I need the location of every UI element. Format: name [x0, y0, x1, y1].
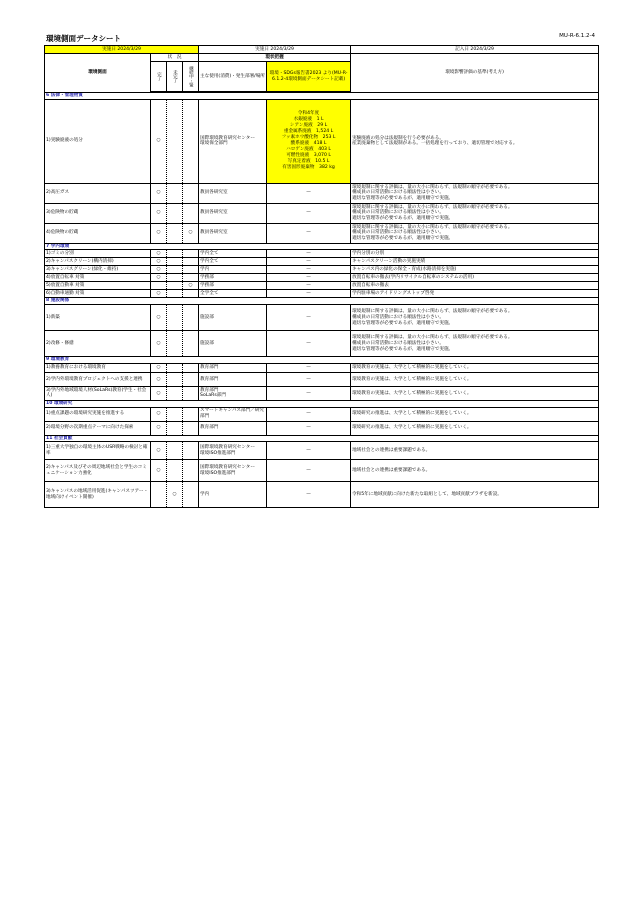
waste-item: 有害固形廃棄物 382 kg	[282, 165, 335, 171]
data-cell: —	[267, 274, 351, 282]
status-pending-cell	[167, 266, 183, 274]
table-row	[45, 421, 599, 435]
waste-item: 酸系廃液 418 L	[290, 141, 327, 147]
status-done-cell	[151, 282, 167, 290]
place-cell: 教育部門 SoLaRs部門	[199, 386, 267, 400]
basis-header: 環境影響評価の基準(考え方)	[351, 54, 599, 93]
aspect-cell: 2)学内外環境教育プロジェクトへの支援と連携	[45, 372, 151, 386]
place-cell: 教員各研究室	[199, 203, 267, 223]
status-ongoing-cell	[183, 290, 199, 298]
status-done-cell: ○	[151, 266, 167, 274]
status-done-cell: ○	[151, 99, 167, 183]
status-pending-cell	[167, 305, 183, 331]
table-row	[45, 331, 599, 357]
place-cell: 学内	[199, 482, 267, 508]
aspect-cell: 3)キャンパスの地域活用促進(キャンパスツアー・地域向けイベント開催)	[45, 482, 151, 508]
waste-item: シアン廃液 29 L	[289, 123, 328, 129]
place-cell: 教育部門	[199, 421, 267, 435]
status-ongoing-cell	[183, 442, 199, 460]
entry-date: 記入日 2024/3/29	[351, 46, 599, 54]
basis-cell: 環境研究の推進は、大学として積極的に実施をしていく。	[351, 407, 599, 421]
data-cell: —	[267, 258, 351, 266]
aspect-cell: 1)ゴミの分別	[45, 250, 151, 258]
data-cell: —	[267, 331, 351, 357]
status-done-cell: ○	[151, 203, 167, 223]
waste-year: 令和4年度	[297, 111, 320, 117]
place-cell: 国際環境教育研究センター 環境ISO推進部門	[199, 442, 267, 460]
status-col-pending: 未完了	[167, 62, 183, 92]
status-pending-cell	[167, 223, 183, 243]
status-ongoing-cell	[183, 203, 199, 223]
status-pending-cell	[167, 460, 183, 482]
status-done-cell: ○	[151, 290, 167, 298]
status-done-cell: ○	[151, 305, 167, 331]
section-title: 7 学内環境	[45, 243, 599, 250]
aspect-cell: 3)学内外地域環境人材(SoLaRs)教育(学生・社会人)	[45, 386, 151, 400]
basis-cell: 環境規制に関する評価は、量の大小に関わらず、法規制の順守が必要である。 構成員の日常活動における順法性は小さい。 適切な管理等が必要であるが、適用順守で実施。	[351, 203, 599, 223]
status-ongoing-cell	[183, 250, 199, 258]
data-cell: —	[267, 282, 351, 290]
table-row	[45, 282, 599, 290]
status-ongoing-cell: ○	[183, 223, 199, 243]
status-done-cell: ○	[151, 442, 167, 460]
status-done-cell: ○	[151, 407, 167, 421]
status-pending-cell	[167, 183, 183, 203]
basis-cell: 学内駐車場のアイドリングストップ啓発	[351, 290, 599, 298]
status-done-cell: ○	[151, 274, 167, 282]
basis-cell: 環境研究の推進は、大学として積極的に実施をしていく。	[351, 421, 599, 435]
section-row	[45, 243, 599, 250]
table-row	[45, 482, 599, 508]
section-row	[45, 298, 599, 305]
status-done-cell: ○	[151, 183, 167, 203]
status-pending-cell	[167, 282, 183, 290]
status-done-cell: ○	[151, 331, 167, 357]
status-pending-cell	[167, 372, 183, 386]
aspect-cell: 6)自動車通勤 対策	[45, 290, 151, 298]
place-cell: 施設部	[199, 331, 267, 357]
status-ongoing-cell	[183, 363, 199, 372]
aspect-header: 環境側面	[45, 54, 151, 93]
data-cell: —	[267, 407, 351, 421]
section-title: 10 環境研究	[45, 400, 599, 407]
basis-cell: 環境教育の実施は、大学として積極的に実施をしていく。	[351, 386, 599, 400]
status-pending-cell: ○	[167, 482, 183, 508]
aspect-cell: 2)改修・修繕	[45, 331, 151, 357]
data-cell: —	[267, 363, 351, 372]
basis-cell: 実験廃液の処分は法規制を行う必要がある。 産業廃棄物として法規制がある。一括処理を行っており、適切管理で対応する。	[351, 99, 599, 183]
status-pending-cell	[167, 363, 183, 372]
basis-cell: キャンパスクリーン活動の実施実績	[351, 258, 599, 266]
aspect-cell: 2)環境分野の次期重点テーマに向けた探索	[45, 421, 151, 435]
status-ongoing-cell: ○	[183, 282, 199, 290]
aspect-cell: 2)キャンパス及びその周辺地域社会と学生のコミュニケーション力強化	[45, 460, 151, 482]
data-cell: —	[267, 460, 351, 482]
status-pending-cell	[167, 274, 183, 282]
place-cell: 国際環境教育研究センター 環境保全部門	[199, 99, 267, 183]
status-ongoing-cell	[183, 331, 199, 357]
basis-cell: 環境規制に関する評価は、量の大小に関わらず、法規制の順守が必要である。 構成員の日常活動における順法性は小さい。 適切な管理等が必要であるが、適用順守で実施。	[351, 305, 599, 331]
section-title: 9 環境教育	[45, 357, 599, 364]
table-row	[45, 223, 599, 243]
basis-cell: 環境規制に関する評価は、量の大小に関わらず、法規制の順守が必要である。 構成員の日常活動における順法性は小さい。 適切な管理等が必要であるが、適用順守で実施。	[351, 183, 599, 203]
basis-cell: 地域社会との連携は重要課題である。	[351, 442, 599, 460]
table-row	[45, 99, 599, 183]
status-pending-cell	[167, 421, 183, 435]
section-row	[45, 357, 599, 364]
place-cell: 学務部	[199, 282, 267, 290]
aspect-cell: 3)危険物の貯蔵	[45, 203, 151, 223]
table-row	[45, 460, 599, 482]
waste-item: ハロゲン廃液 403 L	[286, 147, 331, 153]
data-cell: —	[267, 183, 351, 203]
aspect-cell: 1)実験廃液の処分	[45, 99, 151, 183]
place-cell: 学務部	[199, 274, 267, 282]
place-cell: 全学全て	[199, 290, 267, 298]
status-done-cell	[151, 482, 167, 508]
waste-item: 可燃性廃液 3,070 L	[286, 153, 331, 159]
aspect-cell: 5)放置自動車 対策	[45, 282, 151, 290]
status-done-cell: ○	[151, 250, 167, 258]
data-cell: —	[267, 290, 351, 298]
table-row	[45, 250, 599, 258]
basis-cell: 学内分別の分別	[351, 250, 599, 258]
aspect-table	[44, 45, 599, 508]
status-ongoing-cell	[183, 421, 199, 435]
data-cell: —	[267, 386, 351, 400]
place-cell: 学内	[199, 266, 267, 274]
section-row	[45, 435, 599, 442]
table-row	[45, 274, 599, 282]
status-ongoing-cell	[183, 407, 199, 421]
aspect-cell: 2)キャンパスクリーン(構内清掃)	[45, 258, 151, 266]
status-done-cell: ○	[151, 223, 167, 243]
data-cell: —	[267, 421, 351, 435]
status-ongoing-cell	[183, 386, 199, 400]
place-cell: 教員各研究室	[199, 183, 267, 203]
basis-cell: 環境教育の実施は、大学として積極的に実施をしていく。	[351, 363, 599, 372]
data-cell: —	[267, 203, 351, 223]
data-cell: —	[267, 372, 351, 386]
table-row	[45, 386, 599, 400]
waste-item: 水銀廃液 1 L	[293, 117, 324, 123]
document-number: MU-R-6.1.2-4	[559, 33, 595, 39]
table-row	[45, 183, 599, 203]
table-row	[45, 442, 599, 460]
status-pending-cell	[167, 290, 183, 298]
status-pending-cell	[167, 331, 183, 357]
aspect-cell: 3)キャンパスグリーン(緑化・維持)	[45, 266, 151, 274]
table-row	[45, 407, 599, 421]
aspect-cell: 4)放置自転車 対策	[45, 274, 151, 282]
table-row	[45, 266, 599, 274]
section-title: 8 施設関係	[45, 298, 599, 305]
status-group-header: 状 況	[151, 54, 199, 62]
data-cell: —	[267, 305, 351, 331]
aspect-cell: 1)新築	[45, 305, 151, 331]
place-cell: 施設部	[199, 305, 267, 331]
aspect-cell: 1)教養教育における環境教育	[45, 363, 151, 372]
aspect-cell: 1)重点課題の環境研究実施を推進する	[45, 407, 151, 421]
waste-data-cell	[267, 99, 351, 183]
data-cell: —	[267, 482, 351, 508]
section-title: 6 法律・管理物質	[45, 93, 599, 100]
status-ongoing-cell	[183, 183, 199, 203]
waste-item: 重金属系廃液 1,524 L	[283, 129, 334, 135]
basis-cell: 放置自転車の撤去	[351, 282, 599, 290]
place-cell: 学内全て	[199, 250, 267, 258]
status-pending-cell	[167, 99, 183, 183]
basis-cell: 環境規制に関する評価は、量の大小に関わらず、法規制の順守が必要である。 構成員の日常活動における順法性は小さい。 適切な管理等が必要であるが、適用順守で実施。	[351, 331, 599, 357]
status-pending-cell	[167, 203, 183, 223]
status-ongoing-cell	[183, 372, 199, 386]
status-date: 実施日 2024/3/29	[45, 46, 199, 54]
basis-cell: 環境教育の実施は、大学として積極的に実施をしていく。	[351, 372, 599, 386]
status-ongoing-cell	[183, 460, 199, 482]
status-ongoing-cell	[183, 305, 199, 331]
place-header: 主な使用(消費)・発生部署/場所	[199, 62, 267, 92]
status-done-cell: ○	[151, 460, 167, 482]
basis-cell: 地域社会との連携は重要課題である。	[351, 460, 599, 482]
status-pending-cell	[167, 407, 183, 421]
table-row	[45, 372, 599, 386]
place-cell: 教員各研究室	[199, 223, 267, 243]
place-cell: スマートキャンパス部門／研究部門	[199, 407, 267, 421]
status-done-cell: ○	[151, 421, 167, 435]
status-ongoing-cell	[183, 99, 199, 183]
basis-cell: 放置自転車の撤去(学内リサイクル自転車のシステムの活用)	[351, 274, 599, 282]
table-row	[45, 203, 599, 223]
source-ref-header: 環境・SDGs報告書2023 より(MU-R-6.1.2-4環境側面データシート記載)	[267, 62, 351, 92]
table-row	[45, 290, 599, 298]
table-row	[45, 305, 599, 331]
basis-cell: 令和5年に地域貢献に向けた新たな取組として、地域貢献プラザを新設。	[351, 482, 599, 508]
survey-header: 現状把握	[199, 54, 351, 62]
status-done-cell: ○	[151, 372, 167, 386]
data-cell: —	[267, 223, 351, 243]
place-cell: 学内全て	[199, 258, 267, 266]
place-cell: 教育部門	[199, 363, 267, 372]
page-title: 環境側面データシート	[46, 34, 121, 43]
basis-cell: 環境規制に関する評価は、量の大小に関わらず、法規制の順守が必要である。 構成員の日常活動における順法性は小さい。 適切な管理等が必要であるが、適用順守で実施。	[351, 223, 599, 243]
waste-item: フッ素ホウ酸化物 253 L	[281, 135, 336, 141]
status-pending-cell	[167, 250, 183, 258]
aspect-cell: 4)危険物の貯蔵	[45, 223, 151, 243]
status-pending-cell	[167, 258, 183, 266]
aspect-cell: 1)三重大学独自の環境主体のUSR戦略の検討と確率	[45, 442, 151, 460]
status-ongoing-cell	[183, 266, 199, 274]
survey-date: 実施日 2024/3/29	[199, 46, 351, 54]
status-ongoing-cell	[183, 258, 199, 266]
section-title: 11 社会貢献	[45, 435, 599, 442]
status-done-cell: ○	[151, 363, 167, 372]
data-cell: —	[267, 250, 351, 258]
status-done-cell: ○	[151, 258, 167, 266]
status-ongoing-cell	[183, 274, 199, 282]
table-row	[45, 363, 599, 372]
status-pending-cell	[167, 442, 183, 460]
place-cell: 国際環境教育研究センター 環境ISO推進部門	[199, 460, 267, 482]
waste-item: 写真定着液 10.5 L	[287, 159, 330, 165]
basis-cell: キャンパス内の緑化の保全・育成(水路清掃を実施)	[351, 266, 599, 274]
aspect-cell: 2)高圧ガス	[45, 183, 151, 203]
place-cell: 教育部門	[199, 372, 267, 386]
section-row	[45, 400, 599, 407]
status-pending-cell	[167, 386, 183, 400]
data-cell: —	[267, 266, 351, 274]
status-ongoing-cell	[183, 482, 199, 508]
status-col-done: 完了	[151, 62, 167, 92]
table-row	[45, 258, 599, 266]
status-col-ongoing: 継続中・緊	[183, 62, 199, 92]
status-done-cell: ○	[151, 386, 167, 400]
data-cell: —	[267, 442, 351, 460]
section-row	[45, 93, 599, 100]
